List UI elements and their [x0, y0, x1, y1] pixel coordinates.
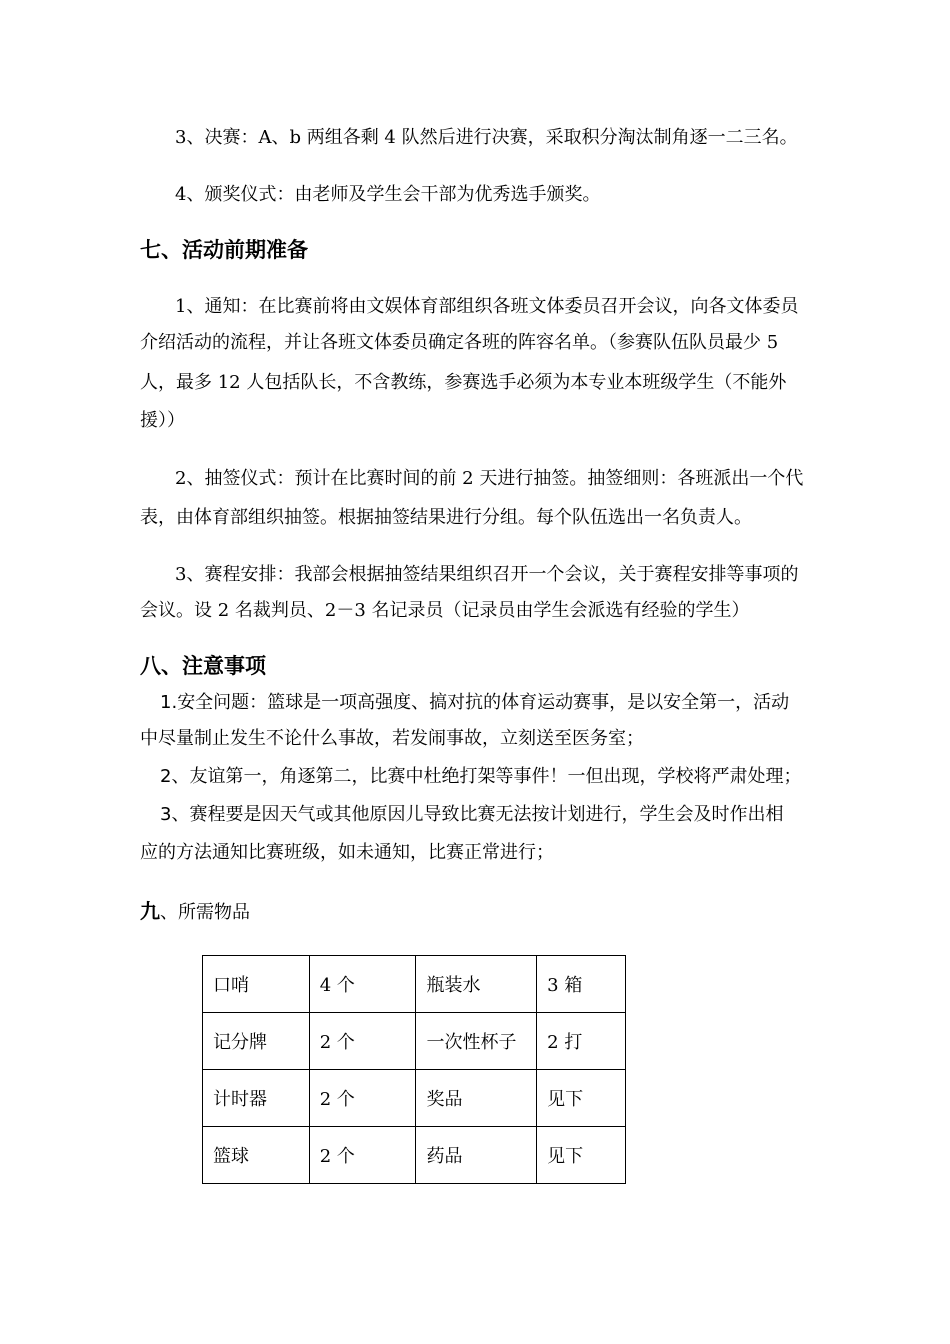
note-2-number: 2	[160, 766, 172, 787]
section-9-heading	[140, 897, 250, 927]
note-3-text: 、赛程要是因天气或其他原因儿导致比赛无法按计划进行，学生会及时作出相	[171, 804, 784, 825]
table-cell: 2 个	[309, 1127, 416, 1184]
note-2	[160, 764, 820, 790]
note-1-text: 安全问题：篮球是一项高强度、搞对抗的体育运动赛事，是以安全第一，活动	[177, 692, 790, 713]
table-cell: 一次性杯子	[416, 1013, 537, 1070]
section-9-number: 九	[140, 899, 160, 923]
sec7-p1-line1: 1、通知：在比赛前将由文娱体育部组织各班文体委员召开会议，向各文体委员	[175, 296, 799, 317]
table-cell: 2 个	[309, 1013, 416, 1070]
table-cell: 3 箱	[537, 956, 626, 1013]
table-cell: 见下	[537, 1127, 626, 1184]
sec7-p3-line2: 会议。设 2 名裁判员、2－3 名记录员（记录员由学生会派选有经验的学生）	[140, 600, 750, 621]
note-1-line2: 中尽量制止发生不论什么事故，若发闹事故，立刻送至医务室；	[140, 728, 644, 749]
note-1-line1	[160, 690, 820, 716]
note-3-line1	[160, 802, 820, 828]
note-3-number: 3	[160, 804, 172, 825]
table-cell: 4 个	[309, 956, 416, 1013]
table-row	[203, 1013, 626, 1070]
table-cell: 药品	[416, 1127, 537, 1184]
table-cell: 瓶装水	[416, 956, 537, 1013]
table-cell: 2 打	[537, 1013, 626, 1070]
award-ceremony-item: 4、颁奖仪式：由老师及学生会干部为优秀选手颁奖。	[175, 184, 601, 205]
supplies-table	[202, 955, 626, 1184]
table-row	[203, 956, 626, 1013]
table-cell: 记分牌	[203, 1013, 310, 1070]
sec7-p1-line3: 人，最多 12 人包括队长，不含教练，参赛选手必须为本专业本班级学生（不能外	[140, 372, 787, 393]
note-2-text: 、友谊第一，角逐第二，比赛中杜绝打架等事件！一但出现，学校将严肃处理；	[171, 766, 802, 787]
table-row	[203, 1127, 626, 1184]
table-cell: 计时器	[203, 1070, 310, 1127]
sec7-p1-line4: 援））	[140, 410, 185, 431]
award-final-item: 3、决赛：A、b 两组各剩 4 队然后进行决赛，采取积分淘汰制角逐一二三名。	[175, 127, 798, 148]
table-cell: 篮球	[203, 1127, 310, 1184]
section-9-title: 、所需物品	[160, 902, 250, 923]
note-3-line2: 应的方法通知比赛班级，如未通知，比赛正常进行；	[140, 842, 554, 863]
table-cell: 见下	[537, 1070, 626, 1127]
table-row	[203, 1070, 626, 1127]
section-8-heading: 八、注意事项	[140, 654, 266, 678]
table-cell: 口哨	[203, 956, 310, 1013]
sec7-p2-line2: 表，由体育部组织抽签。根据抽签结果进行分组。每个队伍选出一名负责人。	[140, 507, 752, 528]
sec7-p3-line1: 3、赛程安排：我部会根据抽签结果组织召开一个会议，关于赛程安排等事项的	[175, 564, 799, 585]
note-1-number: 1.	[160, 692, 178, 713]
sec7-p2-line1: 2、抽签仪式：预计在比赛时间的前 2 天进行抽签。抽签细则：各班派出一个代	[175, 468, 804, 489]
table-cell: 奖品	[416, 1070, 537, 1127]
sec7-p1-line2: 介绍活动的流程，并让各班文体委员确定各班的阵容名单。（参赛队伍队员最少 5	[140, 332, 779, 353]
section-7-heading: 七、活动前期准备	[140, 238, 308, 262]
table-cell: 2 个	[309, 1070, 416, 1127]
